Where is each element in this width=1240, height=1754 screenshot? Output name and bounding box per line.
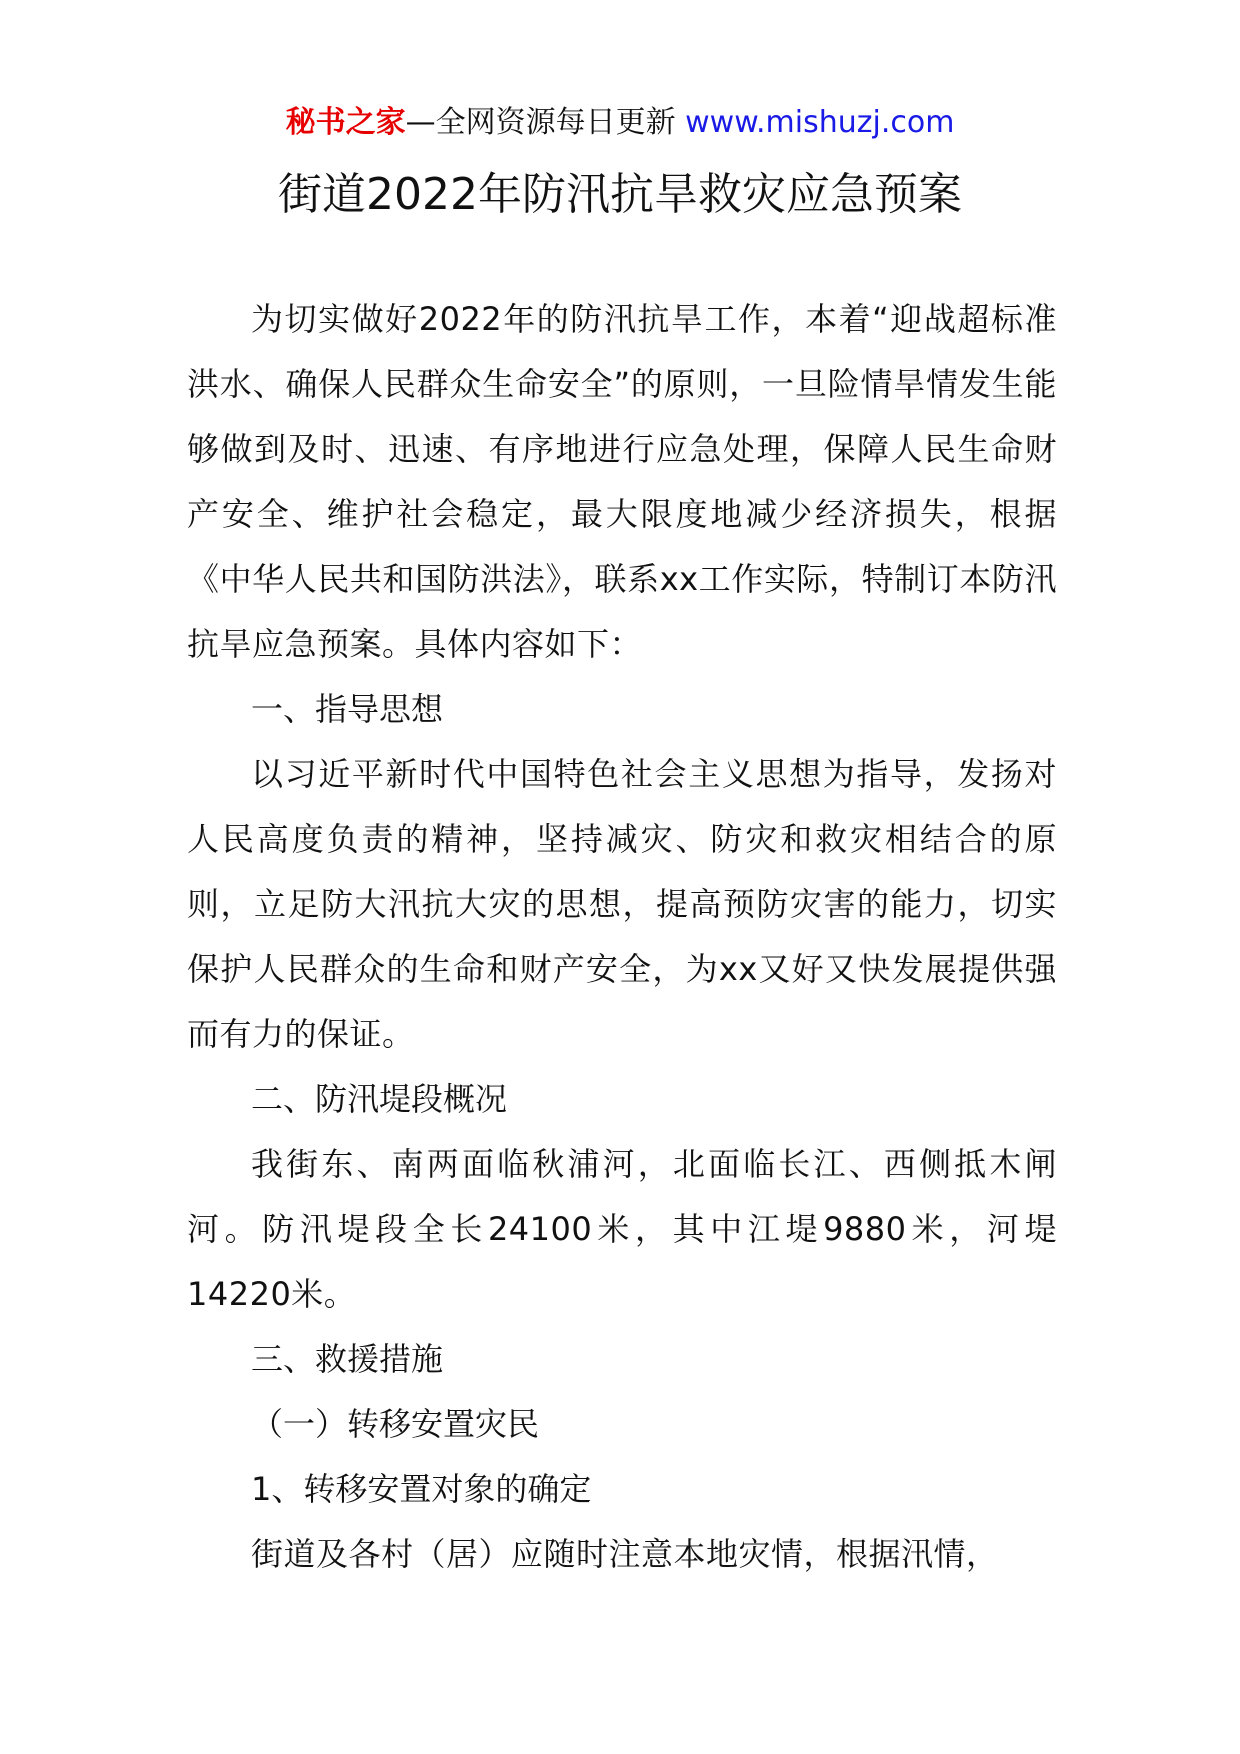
item-heading-relocation-targets: 1、转移安置对象的确定 bbox=[251, 1470, 592, 1508]
site-header bbox=[0, 103, 1240, 143]
site-url-link[interactable]: www.mishuzj.com bbox=[685, 105, 955, 140]
relocation-paragraph: 街道及各村（居）应随时注意本地灾情，根据汛情， bbox=[251, 1535, 999, 1573]
section-heading-guiding-thought: 一、指导思想 bbox=[251, 690, 444, 728]
intro-paragraph: 为切实做好2022年的防汛抗旱工作，本着“迎战超标准洪水、确保人民群众生命安全”的原则，一旦险情旱情发生能够做到及时、迅速、有序地进行应急处理，保障人民生命财产安全、维护社会稳定，最大限度地减少经济损失，根据《中华人民共和国防洪法》，联系xx工作实际，特制订本防汛抗旱应急预案。具体内容如下： bbox=[187, 300, 1057, 663]
guiding-thought-paragraph: 以习近平新时代中国特色社会主义思想为指导，发扬对人民高度负责的精神，坚持减灾、防灾和救灾相结合的原则，立足防大汛抗大灾的思想，提高预防灾害的能力，切实保护人民群众的生命和财产安全，为xx又好又快发展提供强而有力的保证。 bbox=[187, 755, 1057, 1053]
document-title: 街道2022年防汛抗旱救灾应急预案 bbox=[278, 169, 962, 220]
embankment-overview-paragraph: 我街东、南两面临秋浦河，北面临长江、西侧抵木闸河。防汛堤段全长24100米，其中江堤9880米，河堤14220米。 bbox=[187, 1145, 1057, 1313]
header-tagline: —全网资源每日更新 bbox=[405, 105, 686, 140]
section-heading-rescue-measures: 三、救援措施 bbox=[251, 1340, 444, 1378]
subsection-heading-relocate-victims: （一）转移安置灾民 bbox=[251, 1405, 540, 1443]
section-heading-embankment-overview: 二、防汛堤段概况 bbox=[251, 1080, 508, 1118]
document-body bbox=[187, 287, 1057, 1587]
brand-name: 秘书之家 bbox=[285, 105, 406, 140]
